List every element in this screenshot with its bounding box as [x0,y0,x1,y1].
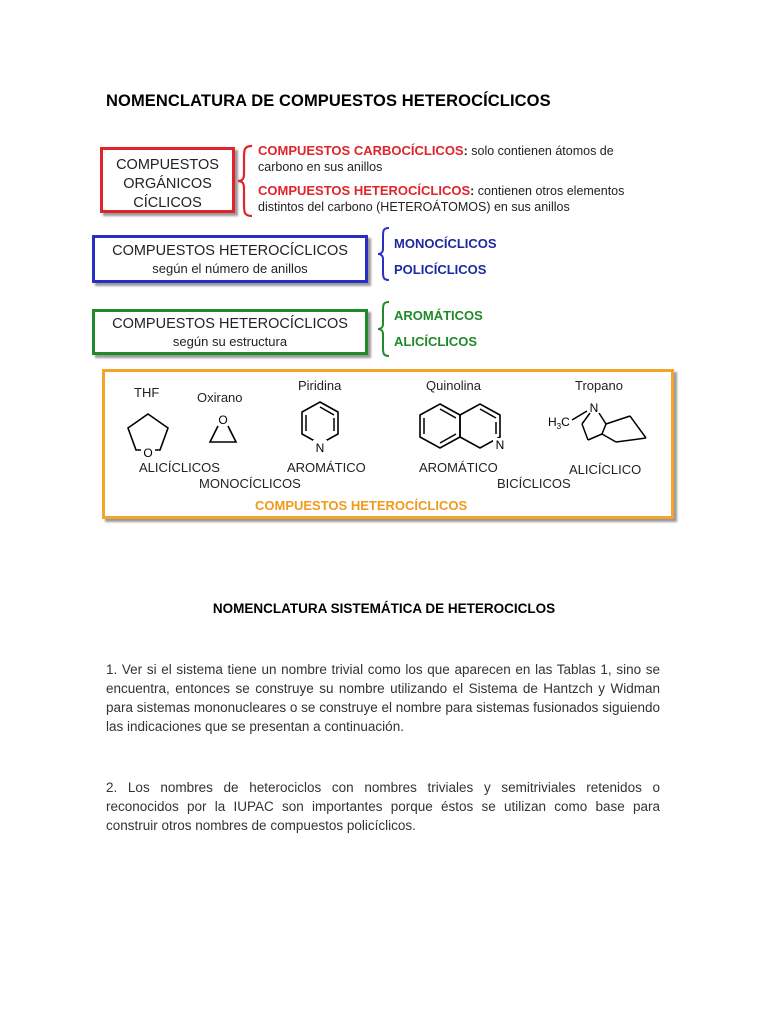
thf-o-atom: O [143,446,153,460]
organic-line-3: CÍCLICOS [133,195,202,211]
thf-label: THF [134,385,160,400]
hetero-rest-1: contienen otros elementos [474,184,625,198]
brace-red-icon [236,144,256,218]
tropane-h: H [548,415,557,429]
structure-box-line-1: COMPUESTOS HETEROCÍCLICOS [112,316,348,332]
quinolina-label: Quinolina [426,378,481,393]
rings-box-line-1: COMPUESTOS HETEROCÍCLICOS [112,243,348,259]
monociclicos-label: MONOCÍCLICOS [394,236,497,251]
molecules-footer: COMPUESTOS HETEROCÍCLICOS [255,498,468,513]
carbo-label: COMPUESTOS CARBOCÍCLICOS [258,143,464,158]
aliciclicos-label: ALICÍCLICOS [394,334,478,349]
page-title: NOMENCLATURA DE COMPUESTOS HETEROCÍCLICOS [106,92,551,110]
hetero-line-1 [258,183,624,199]
piridina-label: Piridina [298,378,342,393]
tropane-n-atom: N [589,401,599,415]
rings-box [92,235,368,283]
class-aromatico-piridina: AROMÁTICO [287,460,366,475]
hetero-rest-2: distintos del carbono (HETEROÁTOMOS) en sus anillos [258,200,570,214]
thf-structure-icon [122,408,174,460]
tropane-structure-icon [546,394,654,452]
hetero-label: COMPUESTOS HETEROCÍCLICOS [258,183,471,198]
policiclicos-label: POLICÍCLICOS [394,262,487,277]
organic-line-1: COMPUESTOS [116,157,219,173]
tropane-c: C [561,415,570,429]
tropane-sub-3: 3 [556,422,562,431]
carbo-line-1 [258,143,614,159]
oxirane-o-atom: O [218,413,228,427]
section-subtitle: NOMENCLATURA SISTEMÁTICA DE HETEROCICLOS [212,601,556,616]
pyridine-n-atom: N [315,441,325,455]
class-aliciclicos: ALICÍCLICOS [139,460,220,475]
pyridine-structure-icon [297,396,343,460]
quinoline-structure-icon [414,398,512,456]
carbo-rest-1: solo contienen átomos de [467,144,614,158]
brace-blue-icon [376,226,392,282]
hetero-sep: : [470,184,475,198]
class-aliciclico: ALICÍCLICO [569,462,642,477]
aromaticos-label: AROMÁTICOS [394,308,483,323]
quinoline-n-atom: N [495,438,505,452]
oxirano-label: Oxirano [197,390,243,405]
rings-box-line-2: según el número de anillos [152,261,308,276]
paragraph-2: 2. Los nombres de heterociclos con nombres triviales y semitriviales retenidos o reconocidos por la IUPAC son importantes porque éstos se utilizan como base para construir otros nombres de compuestos policíclicos. [106,780,660,833]
class-aromatico-quinolina: AROMÁTICO [419,460,498,475]
organic-cyclic-box [100,147,235,213]
tropano-label: Tropano [575,378,623,393]
paragraph-1: 1. Ver si el sistema tiene un nombre trivial como los que aparecen en las Tablas 1, sino se encuentra, entonces se construye su nombre utilizando el Sistema de Hantzch y Widman para sistemas mononucleares o se construye el nombre para sistemas fusionados siguiendo las indicaciones que se presentan a continuación. [106,662,660,734]
class-biciclicos: BICÍCLICOS [497,476,571,491]
carbo-rest-2: carbono en sus anillos [258,160,383,174]
class-monociclicos: MONOCÍCLICOS [199,476,301,491]
oxirane-structure-icon [206,410,240,446]
structure-box [92,309,368,355]
brace-green-icon [376,300,392,358]
organic-line-2: ORGÁNICOS [123,176,212,192]
carbo-sep: : [463,144,468,158]
tropane-h3c [548,415,570,431]
structure-box-line-2: según su estructura [172,334,288,349]
